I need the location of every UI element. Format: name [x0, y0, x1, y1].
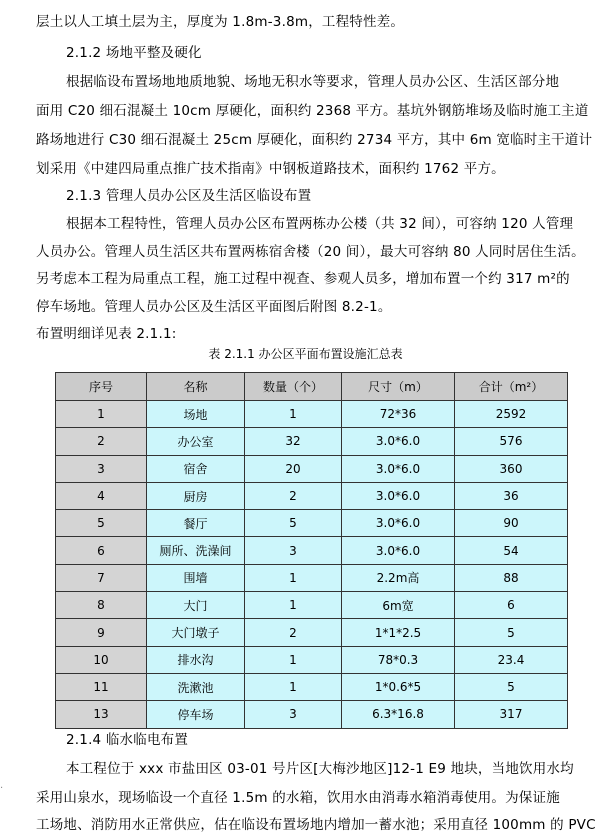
margin-mark: ·: [0, 783, 4, 794]
table-row: [56, 619, 568, 646]
table-cell: 6: [56, 537, 147, 564]
paragraph-line: 根据临设布置场地地质地貌、场地无积水等要求，管理人员办公区、生活区部分地: [66, 74, 560, 90]
table-row: [56, 564, 568, 591]
header-cell: 合计（m²）: [455, 373, 568, 401]
table-cell: 54: [455, 537, 568, 564]
table-row: [56, 646, 568, 673]
table-cell: 大门墩子: [147, 619, 245, 646]
table-cell: 4: [56, 482, 147, 509]
table-cell: 36: [455, 482, 568, 509]
table-cell: 围墙: [147, 564, 245, 591]
table-cell: 3.0*6.0: [342, 510, 455, 537]
table-cell: 1: [245, 401, 342, 428]
table-cell: 6m宽: [342, 592, 455, 619]
table-cell: 13: [56, 701, 147, 728]
paragraph-line: 划采用《中建四局重点推广技术指南》中钢板道路技术，面积约 1762 平方。: [36, 161, 505, 177]
table-cell: 11: [56, 673, 147, 700]
table-row: [56, 537, 568, 564]
table-cell: 5: [455, 619, 568, 646]
section-heading: 2.1.4 临水临电布置: [66, 732, 189, 748]
paragraph-line: 根据本工程特性，管理人员办公区布置两栋办公楼（共 32 间），可容纳 120 人管理: [66, 216, 574, 232]
table-cell: 厨房: [147, 482, 245, 509]
table-cell: 2: [245, 482, 342, 509]
table-cell: 3: [56, 455, 147, 482]
table-cell: 3: [245, 537, 342, 564]
table-cell: 3.0*6.0: [342, 455, 455, 482]
section-heading: 2.1.2 场地平整及硬化: [66, 45, 202, 61]
table-cell: 3.0*6.0: [342, 482, 455, 509]
table-cell: 办公室: [147, 428, 245, 455]
table-row: [56, 482, 568, 509]
table-cell: 场地: [147, 401, 245, 428]
table-cell: 2592: [455, 401, 568, 428]
table-cell: 20: [245, 455, 342, 482]
paragraph-line: 本工程位于 xxx 市盐田区 03-01 号片区[大梅沙地区]12-1 E9 地块，当地饮用水均: [66, 761, 574, 777]
table-cell: 23.4: [455, 646, 568, 673]
table-cell: 1: [245, 592, 342, 619]
paragraph-line: 路场地进行 C30 细石混凝土 25cm 厚硬化，面积约 2734 平方，其中 6m 宽临时主干道计: [36, 132, 593, 148]
table-cell: 1*1*2.5: [342, 619, 455, 646]
table-cell: 5: [56, 510, 147, 537]
table-header-row: [56, 373, 568, 401]
paragraph-line: 另考虑本工程为局重点工程，施工过程中视查、参观人员多，增加布置一个约 317 m²的: [36, 271, 570, 287]
table-caption: 表 2.1.1 办公区平面布置设施汇总表: [208, 347, 403, 361]
header-cell: 名称: [147, 373, 245, 401]
paragraph-line: 层土以人工填土层为主，厚度为 1.8m-3.8m，工程特性差。: [36, 14, 405, 30]
table-cell: 3.0*6.0: [342, 537, 455, 564]
table-cell: 7: [56, 564, 147, 591]
table-row: [56, 592, 568, 619]
table-cell: 1: [245, 646, 342, 673]
table-cell: 2: [56, 428, 147, 455]
table-cell: 厕所、洗澡间: [147, 537, 245, 564]
table-cell: 1: [245, 564, 342, 591]
table-cell: 78*0.3: [342, 646, 455, 673]
table-cell: 大门: [147, 592, 245, 619]
table-cell: 90: [455, 510, 568, 537]
table-row: [56, 428, 568, 455]
table-cell: 88: [455, 564, 568, 591]
table-cell: 1*0.6*5: [342, 673, 455, 700]
table-row: [56, 701, 568, 728]
paragraph-line: 人员办公。管理人员生活区共布置两栋宿舍楼（20 间），最大可容纳 80 人同时居住生活。: [36, 244, 585, 260]
paragraph-line: 工场地、消防用水正常供应，估在临设布置场地内增加一蓄水池；采用直径 100mm 的 PVC: [36, 817, 596, 833]
table-cell: 洗漱池: [147, 673, 245, 700]
table-cell: 360: [455, 455, 568, 482]
table-cell: 宿舍: [147, 455, 245, 482]
table-row: [56, 401, 568, 428]
table-cell: 5: [245, 510, 342, 537]
facilities-table: [55, 372, 568, 729]
table-cell: 5: [455, 673, 568, 700]
paragraph-line: 采用山泉水，现场临设一个直径 1.5m 的水箱，饮用水由消毒水箱消毒使用。为保证施: [36, 790, 560, 806]
section-heading: 2.1.3 管理人员办公区及生活区临设布置: [66, 188, 312, 204]
paragraph-line: 面用 C20 细石混凝土 10cm 厚硬化，面积约 2368 平方。基坑外钢筋堆场及临时施工主道: [36, 103, 589, 119]
table-row: [56, 510, 568, 537]
table-cell: 3: [245, 701, 342, 728]
table-cell: 10: [56, 646, 147, 673]
table-cell: 317: [455, 701, 568, 728]
table-cell: 32: [245, 428, 342, 455]
header-cell: 尺寸（m）: [342, 373, 455, 401]
table-cell: 6.3*16.8: [342, 701, 455, 728]
table-cell: 72*36: [342, 401, 455, 428]
table-cell: 停车场: [147, 701, 245, 728]
header-cell: 序号: [56, 373, 147, 401]
table-cell: 2: [245, 619, 342, 646]
table-cell: 1: [245, 673, 342, 700]
header-cell: 数量（个）: [245, 373, 342, 401]
table-cell: 3.0*6.0: [342, 428, 455, 455]
table-cell: 1: [56, 401, 147, 428]
table-cell: 2.2m高: [342, 564, 455, 591]
table-cell: 9: [56, 619, 147, 646]
paragraph-line: 布置明细详见表 2.1.1:: [36, 326, 177, 342]
table-row: [56, 455, 568, 482]
table-cell: 排水沟: [147, 646, 245, 673]
table-cell: 576: [455, 428, 568, 455]
table-cell: 8: [56, 592, 147, 619]
table-row: [56, 673, 568, 700]
paragraph-line: 停车场地。管理人员办公区及生活区平面图后附图 8.2-1。: [36, 299, 392, 315]
table-cell: 餐厅: [147, 510, 245, 537]
table-cell: 6: [455, 592, 568, 619]
